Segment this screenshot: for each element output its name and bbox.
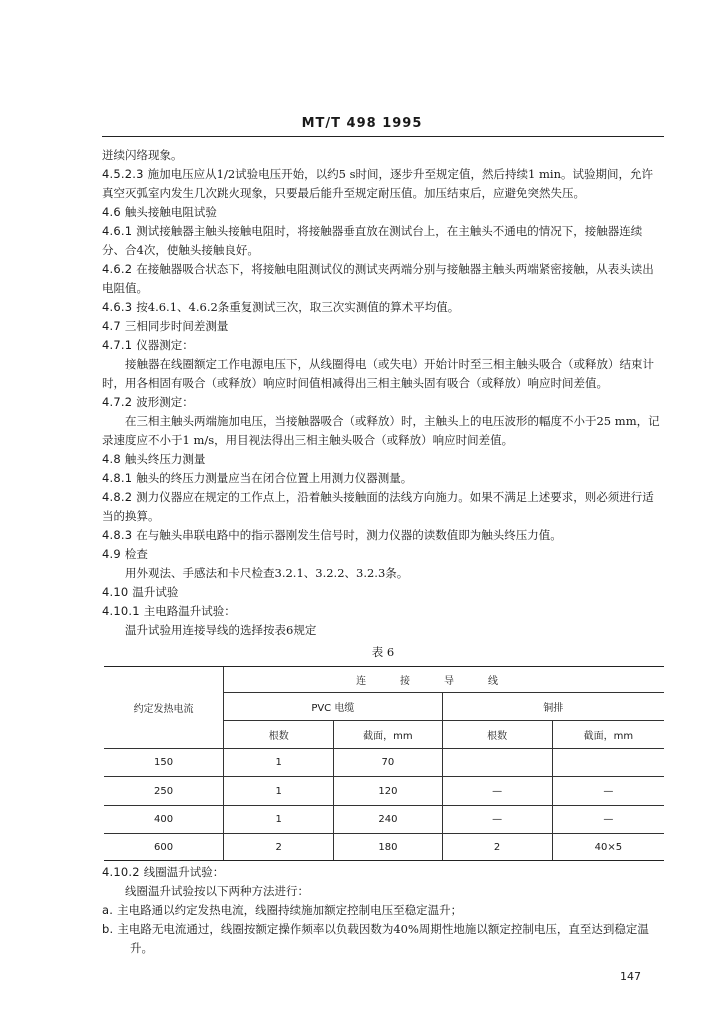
cell-bar-area: 40×5: [552, 834, 664, 861]
clause-text: 线圈温升试验：: [143, 865, 225, 879]
cell-current: 600: [104, 834, 224, 861]
cell-bar-count: —: [442, 777, 552, 806]
cell-pvc-count: 1: [224, 777, 334, 806]
header-bar-area: 截面，mm: [552, 721, 664, 749]
table-row: [104, 806, 664, 834]
clause-number: 4.8.2: [102, 490, 133, 504]
list-item-a: [102, 901, 664, 920]
clause-number: 4.6.1: [102, 224, 133, 238]
paragraph: 接触器在线圈额定工作电源电压下，从线圈得电（或失电）开始计时至三相主触头吸合（或释放）结束计时，用各相固有吸合（或释放）响应时间值相减得出三相主触头固有吸合（或释放）响应时间差值。: [102, 357, 654, 390]
cell-pvc-area: 70: [334, 749, 442, 777]
paragraph: 线圈温升试验按以下两种方法进行：: [125, 884, 309, 898]
page-number: 147: [620, 970, 641, 983]
clause-number: 4.6.3: [102, 300, 133, 314]
clause-text: 在与触头串联电路中的指示器刚发生信号时，测力仪器的读数值即为触头终压力值。: [136, 528, 562, 542]
section-4-8-heading: [102, 450, 664, 469]
clause-4-5-2-3: [102, 165, 664, 203]
table-row: [104, 749, 664, 777]
header-connecting-conductor: [224, 667, 664, 693]
clause-4-7-2: [102, 393, 664, 412]
clause-text: 测力仪器应在规定的工作点上，沿着触头接触面的法线方向施力。如果不满足上述要求，则必须进行适当的换算。: [102, 490, 654, 523]
clause-text: 触头终压力测量: [124, 452, 206, 466]
clause-text: 在接触器吸合状态下，将接触电阻测试仪的测试夹两端分别与接触器主触头两端紧密接触，从表头读出电阻值。: [102, 262, 654, 295]
cell-pvc-area: 240: [334, 806, 442, 834]
cell-current: 150: [104, 749, 224, 777]
page-body: [102, 146, 664, 958]
clause-text: 触头的终压力测量应当在闭合位置上用测力仪器测量。: [136, 471, 413, 485]
conductor-table: [104, 666, 664, 861]
clause-text: 波形测定：: [136, 395, 194, 409]
clause-4-10-1: [102, 602, 664, 621]
standard-code-header: MT/T 498 1995: [301, 116, 423, 131]
section-4-9-heading: [102, 545, 664, 564]
clause-text: 检查: [124, 547, 148, 561]
header-bar-count: 根数: [442, 721, 552, 749]
clause-4-8-1: [102, 469, 664, 488]
clause-4-6-2: [102, 260, 664, 298]
cell-bar-count: 2: [442, 834, 552, 861]
clause-4-8-2: [102, 488, 664, 526]
list-item-b: [102, 920, 664, 958]
section-4-10-heading: [102, 583, 664, 602]
clause-4-6-3: [102, 298, 664, 317]
clause-number: 4.7.2: [102, 395, 133, 409]
clause-4-6-1: [102, 222, 664, 260]
clause-4-10-2: [102, 863, 664, 882]
clause-4-8-3: [102, 526, 664, 545]
cell-pvc-count: 1: [224, 806, 334, 834]
clause-text: 施加电压应从1/2试验电压开始，以约5 s时间，逐步升至规定值，然后持续1 min。试验期间，允许真空灭弧室内发生几次跳火现象，只要最后能升至规定耐压值。加压结束后，应避免突然失压。: [102, 167, 653, 200]
cell-bar-area: [552, 749, 664, 777]
clause-number: 4.6.2: [102, 262, 133, 276]
clause-number: 4.10.2: [102, 865, 140, 879]
cell-bar-area: —: [552, 777, 664, 806]
clause-text: 温升试验: [132, 585, 179, 599]
clause-number: 4.7: [102, 319, 121, 333]
list-marker: b.: [102, 922, 114, 936]
paragraph: 在三相主触头两端施加电压，当接触器吸合（或释放）时，主触头上的电压波形的幅度不小于25 mm，记录速度应不小于1 m/s，用目视法得出三相主触头吸合（或释放）响应时间差值。: [102, 414, 660, 447]
cell-bar-count: [442, 749, 552, 777]
cell-current: 400: [104, 806, 224, 834]
header-connecting-conductor-text: 连接导线: [356, 676, 533, 687]
cell-current: 250: [104, 777, 224, 806]
clause-number: 4.6: [102, 205, 121, 219]
header-current: 约定发热电流: [104, 667, 224, 749]
table-caption: 表 6: [371, 645, 395, 659]
clause-number: 4.5.2.3: [102, 167, 144, 181]
clause-number: 4.10: [102, 585, 129, 599]
section-4-7-heading: [102, 317, 664, 336]
clause-number: 4.8.3: [102, 528, 133, 542]
clause-text: 按4.6.1、4.6.2条重复测试三次，取三次实测值的算术平均值。: [136, 300, 460, 314]
clause-text: 触头接触电阻试验: [124, 205, 217, 219]
paragraph: 用外观法、手感法和卡尺检查3.2.1、3.2.2、3.2.3条。: [125, 566, 409, 580]
clause-number: 4.9: [102, 547, 121, 561]
paragraph: 迸续闪络现象。: [102, 148, 183, 162]
cell-pvc-count: 2: [224, 834, 334, 861]
clause-number: 4.8.1: [102, 471, 133, 485]
header-pvc-count: 根数: [224, 721, 334, 749]
section-4-6-heading: [102, 203, 664, 222]
clause-4-7-1: [102, 336, 664, 355]
clause-text: 主电路温升试验：: [143, 604, 236, 618]
cell-pvc-area: 120: [334, 777, 442, 806]
table-row: [104, 834, 664, 861]
clause-number: 4.10.1: [102, 604, 140, 618]
cell-bar-count: —: [442, 806, 552, 834]
list-marker: a.: [102, 903, 114, 917]
header-copper-bar: 铜排: [442, 693, 664, 721]
clause-number: 4.8: [102, 452, 121, 466]
clause-text: 仪器测定：: [136, 338, 194, 352]
list-item-text: 主电路通以约定发热电流，线圈持续施加额定控制电压至稳定温升；: [117, 903, 463, 917]
clause-text: 三相同步时间差测量: [124, 319, 229, 333]
header-rule: [102, 136, 664, 137]
clause-number: 4.7.1: [102, 338, 133, 352]
list-item-text: 主电路无电流通过，线圈按额定操作频率以负载因数为40%周期性地施以额定控制电压，直至达到稳定温升。: [117, 922, 649, 955]
cell-pvc-area: 180: [334, 834, 442, 861]
cell-bar-area: —: [552, 806, 664, 834]
cell-pvc-count: 1: [224, 749, 334, 777]
header-pvc-cable: PVC 电缆: [224, 693, 442, 721]
header-pvc-area: 截面，mm: [334, 721, 442, 749]
paragraph: 温升试验用连接导线的选择按表6规定: [125, 623, 317, 637]
table-row: [104, 777, 664, 806]
clause-text: 测试接触器主触头接触电阻时，将接触器垂直放在测试台上，在主触头不通电的情况下，接触器连续分、合4次，使触头接触良好。: [102, 224, 643, 257]
